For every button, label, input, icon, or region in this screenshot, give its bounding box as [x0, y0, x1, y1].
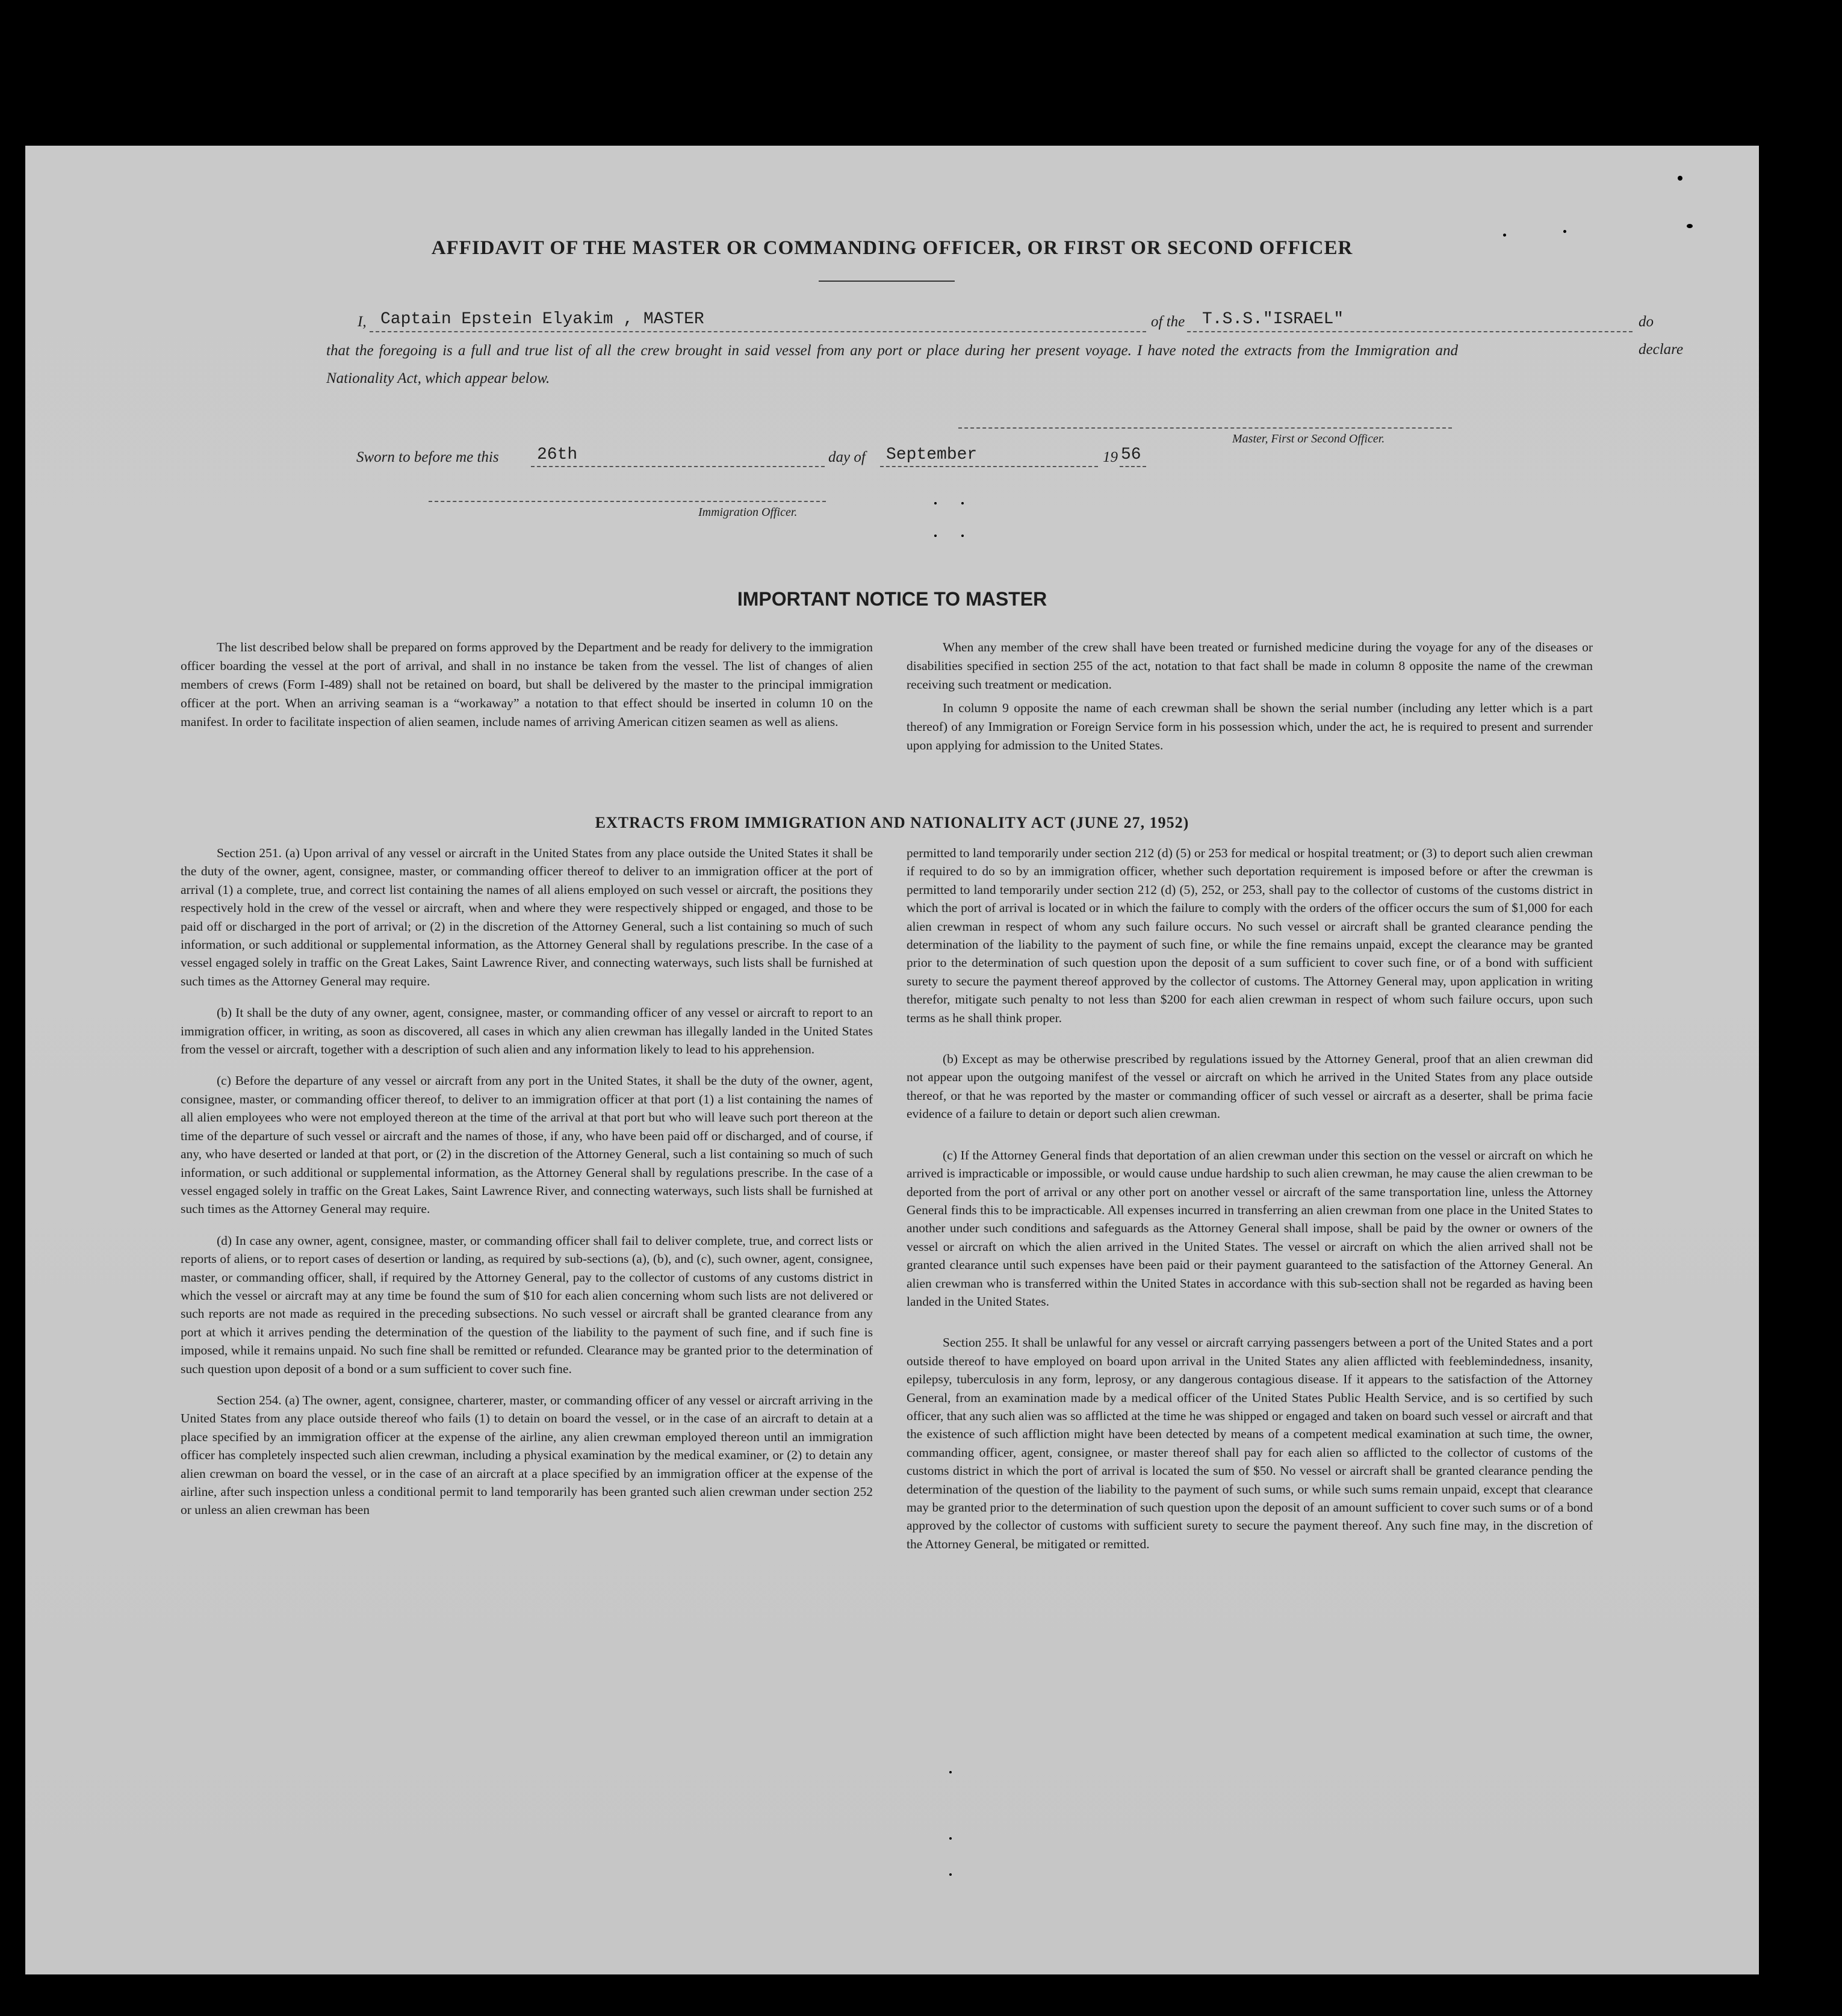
of-the-label: of the: [1151, 314, 1185, 330]
immigration-caption: Immigration Officer.: [698, 506, 798, 519]
notice-paragraph: In column 9 opposite the name of each crewman shall be shown the serial number (including any letter which is a part thereof) of any Immigration or Foreign Service form in his possession which, under the act, he is required to present and surrender upon applying for admission to the United States.: [907, 701, 1593, 752]
officer-caption: Master, First or Second Officer.: [1232, 432, 1385, 445]
title-underline: [819, 281, 955, 282]
sworn-line: [356, 447, 1199, 471]
section-251a: Section 251. (a) Upon arrival of any vessel or aircraft in the United States from any place outside the United States it shall be the duty of the owner, agent, consignee, master, or commanding officer thereof to deliver to an immigration officer at the port of arrival (1) a complete, true, and correct list containing the names of all aliens employed on such vessel or aircraft, the positions they respectively hold in the crew of the vessel or aircraft, when and where they were respectively shipped or engaged, and those to be paid off or discharged in the port of arrival; or (2) in the discretion of the Attorney General, such a list containing so much of such information, or such additional or supplemental information, as the Attorney General shall by regulations prescribe. In the case of a vessel engaged solely in traffic on the Great Lakes, Saint Lawrence River, and connecting waterways, such lists shall be furnished at such times as the Attorney General may require.: [181, 846, 873, 988]
declaration-lead: I,: [358, 314, 367, 330]
sworn-day-value: 26th: [537, 445, 578, 464]
section-254c: (c) If the Attorney General finds that deportation of an alien crewman under this section on the vessel or aircraft on which he arrived is impracticable or impossible, or would cause undue hardship to such alien crewman, he may cause the alien crewman to be deported from the port of arrival or any other port on another vessel or aircraft of the same transportation line, unless the Attorney General finds this to be impracticable. All expenses incurred in transferring an alien crewman from one place in the United States to another under such conditions and safeguards as the Attorney General shall impose, shall be paid by the owner or owners of the vessel or aircraft on which the alien arrived in the United States. The vessel or aircraft on which the alien arrived shall not be granted clearance until such expenses have been paid or their payment guaranteed to the satisfaction of the Attorney General. An alien crewman who is transferred within the United States in accordance with this sub-section shall not be regarded as having been landed in the United States.: [907, 1147, 1593, 1309]
section-251b: (b) It shall be the duty of any owner, agent, consignee, master, or commanding officer of any vessel or aircraft to report to an immigration officer, in writing, as soon as discovered, all cases in which any alien crewman has illegally landed in the United States from the vessel or aircraft, together with a description of such alien and any information likely to lead to his apprehension.: [181, 1005, 873, 1057]
affidavit-declaration: [326, 308, 1684, 392]
section-254b: (b) Except as may be otherwise prescribed by regulations issued by the Attorney General, proof that an alien crewman did not appear upon the outgoing manifest of the vessel or aircraft on which he arrived in the United States from any place outside thereof, or that he was reported by the master or commanding officer of such vessel or aircraft as a deserter, shall be prima facie evidence of a failure to detain or deport such alien crewman.: [907, 1052, 1593, 1121]
notice-paragraph: When any member of the crew shall have been treated or furnished medicine during the voyage for any of the diseases or disabilities specified in section 255 of the act, notation to that fact shall be made in column 8 opposite the name of the crewman receiving such treatment or medication.: [907, 640, 1593, 692]
affidavit-title: AFFIDAVIT OF THE MASTER OR COMMANDING OFFICER, OR FIRST OR SECOND OFFICER: [431, 237, 1353, 259]
vessel-value: T.S.S."ISRAEL": [1202, 310, 1344, 329]
document-page: [25, 146, 1759, 1974]
do-declare-label: do declare: [1639, 314, 1684, 358]
day-of-label: day of: [828, 449, 866, 465]
notice-title: IMPORTANT NOTICE TO MASTER: [737, 588, 1047, 610]
section-254a-cont: permitted to land temporarily under section 212 (d) (5) or 253 for medical or hospital treatment; or (3) to deport such alien crewman if required to do so by an immigration officer, whether such deportation requirement is imposed before or after the crewman is permitted to land temporarily under section 212 (d) (5), 252, or 253, shall pay to the collector of customs of the customs district in which the port of arrival is located or in which the failure to comply with the orders of the officer occurs the sum of $1,000 for each alien crewman in respect of whom any such failure occurs. No such vessel or aircraft shall be granted clearance pending the determination of the liability to the payment of such fine, or while the fine remains unpaid, except the clearance may be granted prior to the determination of such question upon the deposit of a sum sufficient to cover such fine, or of a bond with sufficient surety to secure the payment thereof approved by the collector of customs. The Attorney General may, upon application in writing therefor, mitigate such penalty to not less than $200 for each alien crewman in respect of whom such failure occurs, upon such terms as he shall think proper.: [907, 846, 1593, 1025]
extracts-title: EXTRACTS FROM IMMIGRATION AND NATIONALITY ACT (JUNE 27, 1952): [595, 814, 1189, 831]
notice-right-column: [907, 638, 1593, 768]
year-fill-line: [1120, 466, 1146, 467]
extracts-left-column: [181, 844, 873, 1533]
section-251d: (d) In case any owner, agent, consignee, master, or commanding officer shall fail to deliver complete, true, and correct lists or reports of aliens, or to report cases of desertion or landing, as required by sub-sections (a), (b), and (c), such owner, agent, consignee, master, or commanding officer, shall, if required by the Attorney General, pay to the collector of customs of any customs district in which the vessel or aircraft may at any time be found the sum of $10 for each alien concerning whom such lists are not delivered or such reports are not made as required in the preceding subsections. No such vessel or aircraft shall be granted clearance from any port at which it arrives pending the determination of the question of the liability to the payment of such fine, and if such fine is imposed, while it remains unpaid. No such fine shall be remitted or refunded. Clearance may be granted prior to the determination of such question upon deposit of a bond or a sum sufficient to cover such fine.: [181, 1233, 873, 1376]
declaration-line: [326, 308, 1684, 358]
section-255: Section 255. It shall be unlawful for any vessel or aircraft carrying passengers between a port of the United States and a port outside thereof to have employed on board upon arrival in the United States any alien afflicted with feeblemindedness, insanity, epilepsy, tuberculosis in any form, leprosy, or any dangerous contagious disease. If it appears to the satisfaction of the Attorney General, from an examination made by a medical officer of the United States Public Health Service, and is so certified by such officer, that any such alien was so afflicted at the time he was shipped or engaged and taken on board such vessel or aircraft and that the existence of such affliction might have been detected by means of a competent medical examination at such time, the owner, commanding officer, agent, consignee, or master thereof shall pay for each alien so afflicted to the collector of customs of the customs district in which the port of arrival is located the sum of $50. No vessel or aircraft shall be granted clearance pending the determination of the question of the liability to the payment of such sums, or while such sums remain unpaid, except that clearance may be granted prior to the determination of such question upon the deposit of an amount sufficient to cover such sums or of a bond approved by the collector of customs with sufficient surety to secure the payment thereof. Any such fine may, in the discretion of the Attorney General, be mitigated or remitted.: [907, 1335, 1593, 1551]
sworn-month-value: September: [886, 445, 978, 464]
sworn-label: Sworn to before me this: [356, 449, 499, 465]
declaration-statement: that the foregoing is a full and true list of all the crew brought in said vessel from any port or place during her present voyage. I have noted the extracts from the Immigration and Nationality Act, which appear below.: [326, 343, 1458, 386]
officer-signature-line: [958, 427, 1452, 429]
year-prefix: 19: [1103, 449, 1118, 465]
notice-left-column: [181, 638, 873, 745]
master-name-value: Captain Epstein Elyakim , MASTER: [380, 310, 704, 329]
year-suffix-value: 56: [1121, 445, 1141, 464]
immigration-signature-line: [429, 501, 826, 502]
month-fill-line: [880, 466, 1098, 467]
extracts-right-column: [907, 844, 1593, 1566]
day-fill-line: [531, 466, 825, 467]
section-251c: (c) Before the departure of any vessel or aircraft from any port in the United States, it shall be the duty of the owner, agent, consignee, master, or commanding officer thereof, to deliver to an immigration officer at that port (1) a list containing the names of all alien employees who were not employed thereon at the time of the arrival at that port but who will leave such port thereon at the time of the departure of such vessel or aircraft and the names of those, if any, who have been paid off or discharged, and of course, if any, who have deserted or landed at that port, or (2) in the discretion of the Attorney General, such a list containing so much of such information, or such additional or supplemental information, as the Attorney General shall by regulations prescribe. In the case of a vessel engaged solely in traffic on the Great Lakes, Saint Lawrence River, and connecting waterways, such lists shall be furnished at such times as the Attorney General may require.: [181, 1073, 873, 1217]
notice-paragraph: The list described below shall be prepared on forms approved by the Department and be ready for delivery to the immigration officer boarding the vessel at the port of arrival, and shall in no instance be taken from the vessel. The list of changes of alien members of crews (Form I-489) shall not be retained on board, but shall be delivered by the master to the principal immigration officer at the port. When an arriving seaman is a “workaway” a notation to that effect should be inserted in column 10 on the manifest. In order to facilitate inspection of alien seamen, include names of arriving American citizen seamen as well as aliens.: [181, 640, 873, 729]
section-254a: Section 254. (a) The owner, agent, consignee, charterer, master, or commanding officer of any vessel or aircraft arriving in the United States from any place outside thereof who fails (1) to detain on board the vessel, or in the case of an aircraft to detain at a place specified by an immigration officer at the expense of the airline, any alien crewman employed thereon until an immigration officer has completely inspected such alien crewman, including a physical examination by the medical examiner, or (2) to detain any alien crewman on board the vessel, or in the case of an aircraft at a place specified by an immigration officer at the expense of the airline, after such inspection unless a conditional permit to land temporarily has been granted such alien crewman under section 252 or unless an alien crewman has been: [181, 1392, 873, 1518]
